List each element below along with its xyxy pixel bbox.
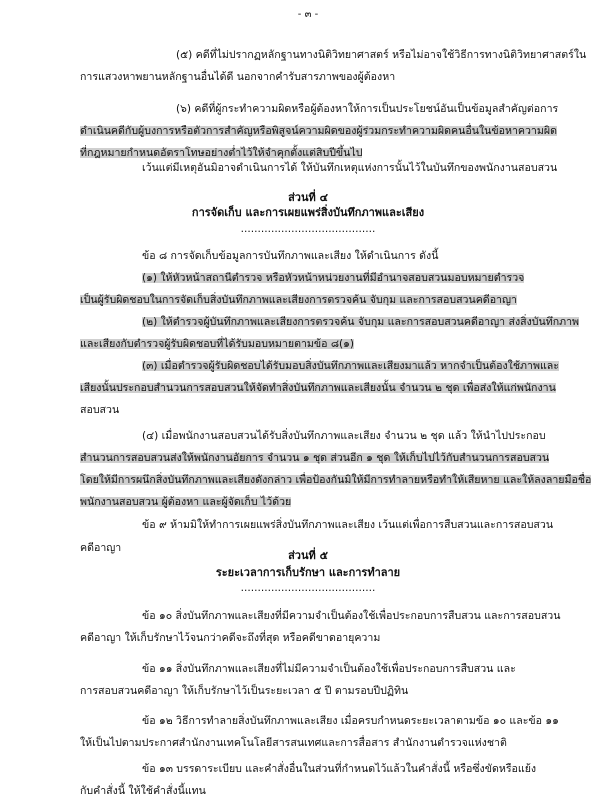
text-line: ข้อ ๙ ห้ามมิให้ทำการเผยแพร่สิ่งบันทึกภาพและเสียง เว้นแต่เพื่อการสืบสวนและการสอบสวน: [142, 519, 554, 531]
text-line: คดีอาญา: [80, 542, 122, 554]
section5-heading: ส่วนที่ ๕: [288, 549, 328, 562]
section5-title: ระยะเวลาการเก็บรักษา และการทำลาย: [215, 566, 401, 579]
text-line: (๖) คดีที่ผู้กระทำความผิดหรือผู้ต้องหาให้การเป็นประโยชน์อันเป็นข้อมูลสำคัญต่อการ: [176, 103, 559, 115]
text-line: ข้อ ๑๒ วิธีการทำลายสิ่งบันทึกภาพและเสียง เมื่อครบกำหนดระยะเวลาตามข้อ ๑๐ และข้อ ๑๑: [142, 715, 559, 727]
section4-title: การจัดเก็บ และการเผยแพร่สิ่งบันทึกภาพและเสียง: [191, 206, 425, 219]
text-line: การแสวงหาพยานหลักฐานอื่นได้ดี นอกจากคำรับสารภาพของผู้ต้องหา: [80, 71, 396, 83]
text-line: และเสียงกับตำรวจผู้รับผิดชอบที่ได้รับมอบหมายตามข้อ ๘(๑): [80, 338, 355, 350]
text-line: (๑) ให้หัวหน้าสถานีตำรวจ หรือหัวหน้าหน่วยงานที่มีอำนาจสอบสวนมอบหมายตำรวจ: [142, 272, 525, 284]
page-number: - ๓ -: [297, 9, 319, 20]
text-line: สำนวนการสอบสวนส่งให้พนักงานอัยการ จำนวน ๑ ชุด ส่วนอีก ๑ ชุด ให้เก็บไปไว้กับสำนวนการสอบสวน: [80, 452, 550, 464]
text-line: กับคำสั่งนี้ ให้ใช้คำสั่งนี้แทน: [80, 785, 206, 797]
text-line: (๒) ให้ตำรวจผู้บันทึกภาพและเสียงการตรวจค้น จับกุม และการสอบสวนคดีอาญา ส่งสิ่งบันทึกภาพ: [142, 316, 580, 328]
text-line: (๔) เมื่อพนักงานสอบสวนได้รับสิ่งบันทึกภาพและเสียง จำนวน ๒ ชุด แล้ว ให้นำไปประกอบ: [142, 430, 546, 442]
text-line: เว้นแต่มีเหตุอันมิอาจดำเนินการได้ ให้บันทึกเหตุแห่งการนั้นไว้ในบันทึกของพนักงานสอบสวน: [142, 162, 558, 174]
text-line: เป็นผู้รับผิดชอบในการจัดเก็บสิ่งบันทึกภาพและเสียงการตรวจค้น จับกุม และการสอบสวนคดีอาญา: [80, 294, 517, 306]
section5-separator: ........................................: [240, 582, 376, 594]
text-line: พนักงานสอบสวน ผู้ต้องหา และผู้จัดเก็บ ไว้ด้วย: [80, 496, 292, 508]
text-line: ข้อ ๑๐ สิ่งบันทึกภาพและเสียงที่มีความจำเป็นต้องใช้เพื่อประกอบการสืบสวน และการสอบสวน: [142, 610, 561, 622]
text-line: (๕) คดีที่ไม่ปรากฏหลักฐานทางนิติวิทยาศาสตร์ หรือไม่อาจใช้วิธีการทางนิติวิทยาศาสตร์ใน: [176, 49, 587, 61]
text-line: การสอบสวนคดีอาญา ให้เก็บรักษาไว้เป็นระยะเวลา ๕ ปี ตามรอบปีปฏิทิน: [80, 685, 409, 697]
text-line: คดีอาญา ให้เก็บรักษาไว้จนกว่าคดีจะถึงที่สุด หรือคดีขาดอายุความ: [80, 632, 381, 644]
text-line: ข้อ ๑๑ สิ่งบันทึกภาพและเสียงที่ไม่มีความจำเป็นต้องใช้เพื่อประกอบการสืบสวน และ: [142, 663, 516, 675]
text-line: โดยให้มีการผนึกสิ่งบันทึกภาพและเสียงดังกล่าว เพื่อป้องกันมิให้มีการทำลายหรือทำให้เสียหาย และให้ลงลายมือชื่อ: [80, 474, 592, 486]
text-line: ที่กฎหมายกำหนดอัตราโทษอย่างต่ำไว้ให้จำคุกตั้งแต่สิบปีขึ้นไป: [80, 147, 363, 159]
text-line: ดำเนินคดีกับผู้บงการหรือตัวการสำคัญหรือพิสูจน์ความผิดของผู้ร่วมกระทำความผิดคนอื่นในข้อหาความผิด: [80, 125, 557, 137]
text-line: ข้อ ๘ การจัดเก็บข้อมูลการบันทึกภาพและเสียง ให้ดำเนินการ ดังนี้: [142, 250, 439, 262]
section4-separator: ........................................: [240, 223, 376, 235]
section4-heading: ส่วนที่ ๔: [288, 191, 328, 204]
text-line: เสียงนั้นประกอบสำนวนการสอบสวนให้จัดทำสิ่งบันทึกภาพและเสียงนั้น จำนวน ๒ ชุด เพื่อส่งให้แก่พนักงาน: [80, 382, 556, 394]
text-line: ให้เป็นไปตามประกาศสำนักงานเทคโนโลยีสารสนเทศและการสื่อสาร สำนักงานตำรวจแห่งชาติ: [80, 737, 507, 749]
text-line: (๓) เมื่อตำรวจผู้รับผิดชอบได้รับมอบสิ่งบันทึกภาพและเสียงมาแล้ว หากจำเป็นต้องใช้ภาพและ: [142, 360, 559, 372]
text-line: ข้อ ๑๓ บรรดาระเบียบ และคำสั่งอื่นในส่วนที่กำหนดไว้แล้วในคำสั่งนี้ หรือซึ่งขัดหรือแย้ง: [142, 763, 537, 775]
text-line: สอบสวน: [80, 404, 120, 416]
